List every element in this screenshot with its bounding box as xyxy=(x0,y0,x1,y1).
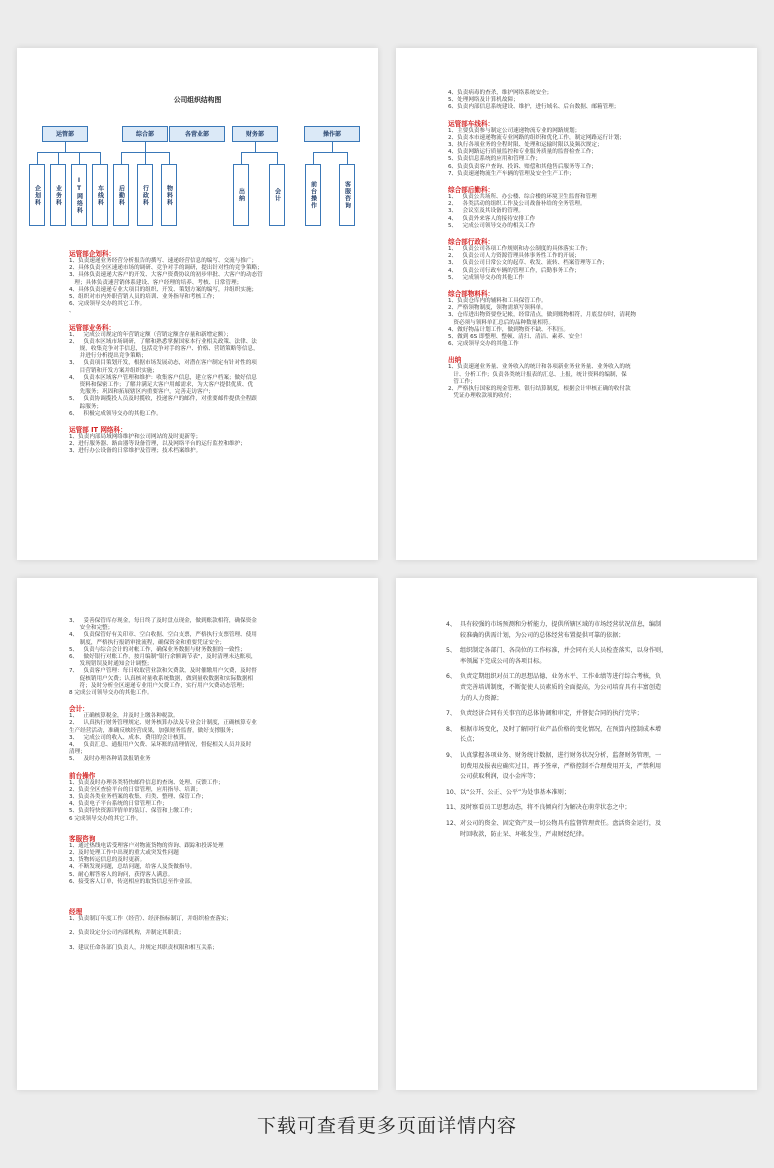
text-line: 理；具体负责速营销体系建设、客户经理的培养、考核、日常管理； xyxy=(69,279,243,286)
text-line: 2、负责设定分公司内部机构，并制定其职责； xyxy=(69,930,185,937)
text-line: 清理； xyxy=(69,749,86,756)
text-line: 5、 及时办理各种请款报销业务 xyxy=(69,756,151,763)
section xyxy=(69,324,356,418)
section-heading: 运管部业务科： xyxy=(69,323,116,332)
org-unit-box xyxy=(92,164,108,226)
list-item-number xyxy=(446,762,460,773)
org-unit-box xyxy=(137,164,153,226)
list-item-number xyxy=(446,694,460,705)
text-line: 6、负责负责客户查询、投诉、赔偿和其他售后服务等工作； xyxy=(448,163,597,170)
text-line: 3、建议任命各部门负责人，并规定其职责权限和相互关系； xyxy=(69,944,218,951)
list-item-number: 7、 xyxy=(446,710,456,718)
text-line: 2、 负责本区域市场调研，了解和熟悉掌握国家本行业相关政策、法律、法 xyxy=(69,338,257,345)
text-line: 4、负责病毒的查杀，维护网络系统安全； xyxy=(448,90,553,96)
text-line: 2、负责本市速递物流专业网路的组织和优化工作，制定网路运行计划； xyxy=(448,134,625,141)
org-unit-box xyxy=(50,164,66,226)
section-heading: 会计： xyxy=(69,705,89,714)
list-item-number xyxy=(446,631,460,642)
text-line: 6、 做好银行对账工作，按月编制"银行余额调节表"，及时清理未达账项， xyxy=(69,654,257,661)
text-line: 5、处理网络及计算机故障； xyxy=(448,97,519,104)
section-heading: 综合部后勤科： xyxy=(448,186,495,195)
list-item-number: 8、 xyxy=(446,725,456,733)
text-line: 4、负责网路运行质量监控和专业服务质量的监督检查工作； xyxy=(448,149,597,156)
text-line: 2、进行服务器、路由器等设备管理，以及网络平台的运行监控和维护； xyxy=(69,441,246,448)
list-item-text: 公司获取利润，设小金库等； xyxy=(460,773,540,781)
org-connector xyxy=(145,142,146,152)
text-line: 6、完成领导交办的其他工作 xyxy=(448,341,519,348)
text-line: 3、 会议室及其设备的管理。 xyxy=(448,208,525,215)
list-item xyxy=(446,672,731,683)
list-item-text: 责完善培训制度，不断促使人员素质的全面提高，为公司培育具有丰富创造 xyxy=(460,683,662,691)
text-line: 制度，严格执行报销审批流程，确保资金和重要凭证安全； xyxy=(69,639,226,646)
text-line: 6、完成领导交办的其它工作。 xyxy=(69,301,146,308)
section xyxy=(448,90,735,112)
list-item-number xyxy=(446,735,460,746)
org-connector xyxy=(121,152,122,164)
text-line: 1、负责速递业务经营分析报告的撰写、速递经营信息的编写、交流与推广； xyxy=(69,258,258,264)
text-line: 6、 积极完成领导交办的其他工作。 xyxy=(69,410,162,417)
text-line: 1、通过热线电话受理客户对物流货物的咨询、跟踪和投诉处理 xyxy=(69,842,224,849)
text-line: 2、严格执行国家的现金管理、银行结算制度，根据会计审核正确的收付款 xyxy=(448,386,631,393)
org-unit-box xyxy=(161,164,177,226)
text-line: 安全和完整； xyxy=(69,625,114,632)
list-item-number: 12、 xyxy=(446,819,460,827)
list-item xyxy=(446,803,731,814)
org-connector xyxy=(145,152,146,164)
page4-content xyxy=(446,620,731,840)
text-line: 7、负责速递物流生产车辆的管理及安全生产工作； xyxy=(448,170,575,177)
org-department-box: 各营业部 xyxy=(169,126,225,142)
text-line: 并进行分析提出竞争策略； xyxy=(69,353,147,360)
section-heading: 出纳 xyxy=(448,356,462,365)
text-line: 1、负责速递业务量、业务收入的统计和各项新业务业务量、业务收入的统 xyxy=(448,364,631,371)
org-connector xyxy=(241,152,242,164)
list-item-text: 时回收款，防止呆、坏帐发生，严肃财经纪律。 xyxy=(460,830,588,838)
list-item-number: 11、 xyxy=(446,804,460,812)
list-item-text: 以“公开、公正、公平”为处事基本准则； xyxy=(460,788,570,796)
list-item-text: 切费用及报表应确实过目，再予签章，严格控制不合理费用开支，严禁利用 xyxy=(460,762,662,770)
text-line: 4、做好物品计划工作，做到物资不缺、不积压。 xyxy=(448,326,570,333)
org-unit-label: 后勤科 xyxy=(117,184,125,206)
section xyxy=(448,356,735,400)
text-line: 踪服务； xyxy=(69,403,103,410)
section xyxy=(69,618,356,697)
text-line: 1、 完成公司规定的年营销定额（营销定额含存量和新增定额）； xyxy=(69,331,232,338)
org-unit-label: 车线科 xyxy=(96,184,104,206)
section-heading: 运管部 IT 网络科： xyxy=(69,426,127,435)
list-item xyxy=(446,646,731,657)
org-connector xyxy=(37,152,38,164)
list-item-text: 认真掌握各项业务、财务统计数据，进行财务状况分析，监督财务管理，一 xyxy=(460,751,662,759)
text-line: 发现错误及时通知会计调整； xyxy=(69,661,153,668)
org-connector xyxy=(79,152,80,164)
text-line: 2、具体负责全区速递市场的调研、竞争对手的调研，提出针对性的竞争策略； xyxy=(69,265,263,272)
list-item xyxy=(446,819,731,830)
text-line: 3、 负责公司日常公文的起草、收发、流转、档案管理等工作； xyxy=(448,260,608,267)
list-item-text: 对公司的资金、固定资产及一切公物具有监督管理责任。盘活资金运行，及 xyxy=(460,819,662,827)
text-line: 2、及时处理工作中出现的重大或突发性问题 xyxy=(69,850,179,857)
org-chart-title: 公司组织结构图 xyxy=(173,96,222,104)
section-heading: 综合部行政科： xyxy=(448,238,495,247)
org-unit-label: 客服咨询 xyxy=(343,181,351,209)
text-line: 4、 负责外来客人的接待安排工作 xyxy=(448,215,536,222)
document-page-3 xyxy=(17,578,378,1090)
list-item-text: 根据市场变化，及时了解同行业产品价格的变化情况，在预算内控制成本增 xyxy=(460,725,662,733)
text-line: 5、 完成领导交办的其他工作 xyxy=(448,274,525,281)
text-line: 3、 负责项目策划开发，根据市场发展动态，对潜在客户制定有针对性的项 xyxy=(69,360,257,367)
list-item xyxy=(446,657,731,668)
section xyxy=(69,426,356,456)
text-line: 6、负责内部信息系统建设、维护，进行域名、后台数据、邮箱管理； xyxy=(448,104,620,111)
org-connector xyxy=(37,152,101,153)
list-item xyxy=(446,788,731,799)
list-item xyxy=(446,725,731,736)
list-item xyxy=(446,762,731,773)
text-line: 4、 负责本区域客户管理和维护：收集客户信息，建立客户档案；做好信息 xyxy=(69,374,257,381)
text-line: 5、 负责与综合会计的对帐工作，确保业务数据与财务数据的一致性； xyxy=(69,646,246,653)
org-connector xyxy=(65,142,66,152)
org-unit-label: IT网络科 xyxy=(75,176,83,214)
section xyxy=(448,120,735,178)
section xyxy=(69,835,356,886)
text-line: 资必须与领料单汇总后的品种数量相符。 xyxy=(448,319,555,326)
text-line: 5、负责信息系统的应用和管理工作； xyxy=(448,156,542,163)
org-connector xyxy=(277,152,278,164)
text-line: 5、组织对市内外职营销人员的培训、业务指导和考核工作； xyxy=(69,294,218,301)
list-item-number: 5、 xyxy=(446,647,456,655)
org-unit-label: 前台操作 xyxy=(309,181,317,209)
org-unit-label: 出纳 xyxy=(237,188,245,202)
text-line: 1、负责制订年度工作（经营）、经济指标制订，并组织检查落实； xyxy=(69,916,232,923)
text-line: 4、具体负责速递专业大项目的组织、开发、策划方案的编写，并组织实施； xyxy=(69,286,258,293)
list-item xyxy=(446,830,731,841)
section xyxy=(448,290,735,348)
org-connector xyxy=(100,152,101,164)
text-line: 3、负责各类业务档案的收集、归类、整理、保管工作； xyxy=(69,794,207,801)
page3-content xyxy=(69,618,356,952)
document-page-4 xyxy=(396,578,757,1090)
list-item-text: 具有较强的市场预测和分析能力，提供所辖区域的市场经营状况信息，编制 xyxy=(460,621,662,628)
page2-content xyxy=(448,90,735,401)
list-item-number: 10、 xyxy=(446,788,460,796)
text-line: 6、接受客人订单，传送相应的取货信息至作业部。 xyxy=(69,878,196,885)
org-unit-box xyxy=(305,164,321,226)
text-line: 1、主要负责参与制定公司速递物流专业的网路规划； xyxy=(448,127,581,134)
section-heading: 运管部车线科： xyxy=(448,119,495,128)
document-page-1 xyxy=(17,48,378,560)
org-unit-box xyxy=(233,164,249,226)
org-unit-label: 物料科 xyxy=(165,184,173,206)
text-line: 5、 负责协调揽投人员及时揽收，投递客户的邮件，对重要邮件提供全程跟 xyxy=(69,396,257,403)
org-connector xyxy=(313,152,348,153)
list-item-number: 4、 xyxy=(446,621,456,628)
text-line: 生产经营活动，准确反映经营成果，加强财务监督，做好支撑服务； xyxy=(69,727,237,734)
org-unit-label: 业务科 xyxy=(54,184,62,206)
text-line: 凭证办理收款项的收付； xyxy=(448,393,515,400)
list-item-text: 负责定期组织对员工的思想品德、业务水平、工作业绩等进行综合考核，负 xyxy=(460,673,662,681)
list-item-number: 9、 xyxy=(446,751,456,759)
org-unit-box xyxy=(269,164,285,226)
text-line: 7、 负责客户管理：每日收取营业款和欠费款，及时催缴用户欠费，及时督 xyxy=(69,668,257,675)
list-item xyxy=(446,709,731,720)
list-item xyxy=(446,751,731,762)
list-item xyxy=(446,772,731,783)
text-line: 3、进行办公设备的日常维护及管理；技术档案维护。 xyxy=(69,448,202,455)
section-heading: 前台操作 xyxy=(69,771,96,780)
org-unit-box xyxy=(71,164,87,226)
org-unit-box xyxy=(339,164,355,226)
download-more-footer[interactable]: 下载可查看更多页面详情内容 xyxy=(256,1115,517,1137)
org-connector xyxy=(313,152,314,164)
list-item-number xyxy=(446,830,460,841)
text-line: 1、负责及时办理各类特快邮件信息的查询、处理、反馈工作； xyxy=(69,779,224,786)
list-item-text: 长点； xyxy=(460,736,479,744)
text-line: 符；及时分析全区速递专业用户欠费工作，实行用户欠费动态管理； xyxy=(69,682,248,689)
section xyxy=(448,186,735,230)
text-line: 4、 负责保管好有关印章、空白收据、空白支票，严格执行支票管理、使用 xyxy=(69,632,257,639)
text-line: 1、负责仓库内的辅料和工具保管工作。 xyxy=(448,298,547,305)
text-line: 1、负责内部局域网络维护和公司网站的及时更新等； xyxy=(69,434,202,441)
list-item-number xyxy=(446,657,460,668)
text-line: 5、 完成公司领导交办的相关工作 xyxy=(448,222,536,229)
section-heading: 客服咨询 xyxy=(69,834,96,843)
text-line: 2、 认真执行财务管理规定、财务核算办法及专业会计制度，正确核算专业 xyxy=(69,720,257,727)
text-line: 3、货物转运信息的及时更新。 xyxy=(69,857,146,864)
text-line: 5、负责特快资源详情单的装订、保管和上缴工作； xyxy=(69,808,196,815)
text-line: 8 完成公司领导交办的其他工作。 xyxy=(69,690,153,697)
text-line: 3、执行各项业务的全程时限、处理和运输时限以及频次规定； xyxy=(448,142,603,149)
list-item-number xyxy=(446,683,460,694)
org-unit-label: 行政科 xyxy=(141,184,149,206)
list-item-number: 6、 xyxy=(446,673,456,681)
section-heading: 运管部企划科： xyxy=(69,250,116,258)
text-line: 3、仓库进出物资要登记帐，经常清点，做到账物相符，月底盘存时，清耗物 xyxy=(448,312,637,319)
org-department-box: 运管部 xyxy=(42,126,88,142)
text-line: 促核销用户欠费；认真核对量收系统数据，做到量收数据和实际数据相 xyxy=(69,675,254,682)
text-line: 1、 负责公司各项工作规则和办公制度的具体落实工作； xyxy=(448,246,592,253)
text-line: 规，收集竞争对手信息，包括竞争对手的客户、价格、营销策略等信息， xyxy=(69,346,259,353)
text-line: 4、不断发现问题，总结问题，给客人及货做指导。 xyxy=(69,864,196,871)
org-unit-label: 会计 xyxy=(273,188,281,202)
list-item xyxy=(446,735,731,746)
org-connector xyxy=(347,152,348,164)
org-connector xyxy=(255,142,256,152)
section-heading: 经理 xyxy=(69,908,83,917)
text-line: 5、做到 6S 即整理、整顿、清扫、清洁、素养、安全！ xyxy=(448,334,586,341)
list-item-text: 负责经济合同有关事宜的总体协调和审定，并督促合同的执行完毕； xyxy=(460,710,643,718)
text-line: 先服务；巩固和拓展辖区内重要客户，完善走访客户； xyxy=(69,389,214,396)
list-item-text: 组织制定各部门、各岗位的工作标准，并会同有关人员检查落实，以身作则， xyxy=(460,647,668,655)
list-item xyxy=(446,620,731,631)
text-line: 2、负责全区查验平台的日常管理，应用指导、培训； xyxy=(69,786,202,793)
org-connector xyxy=(332,142,333,152)
org-department-box: 财务部 xyxy=(232,126,278,142)
text-line: 目营销和开发方案并组织实施； xyxy=(69,367,158,374)
text-line: 1、 负责公共场所、办公楼、综合楼的环境卫生监督和管理 xyxy=(448,194,597,201)
text-line: 计、分析工作；负责各类统计报表的汇总、上报，统计资料的编制，保 xyxy=(448,371,627,378)
text-line: 3、 完成公司的收入、成本、费用的会计核算。 xyxy=(69,734,190,741)
org-connector xyxy=(58,152,59,164)
document-page-2 xyxy=(396,48,757,560)
org-unit-label: 企划科 xyxy=(33,184,41,206)
list-item-number xyxy=(446,772,460,783)
text-line: 6 完成领导交办的其它工作。 xyxy=(69,815,142,822)
text-line: 4、 负责汇总、通报用户欠费、呆坏账的清理情况，督促相关人员并及时 xyxy=(69,742,252,749)
text-line: 资料和保密工作；了解并满足大客户用邮需求，为大客户提供优质、优 xyxy=(69,382,254,389)
section xyxy=(69,908,356,952)
section xyxy=(448,238,735,282)
text-line: 2、 负责公司人力资源管理具体事务性工作的开展； xyxy=(448,253,580,260)
section xyxy=(69,772,356,823)
text-line: 2、严格领物制度，领物需填写领料单。 xyxy=(448,305,547,312)
text-line: 管工作； xyxy=(448,378,476,385)
text-line: 4、负责电子平台系统的日常管理工作； xyxy=(69,801,168,808)
text-line: 5、耐心解答客人的询问，获得客人满意。 xyxy=(69,871,174,878)
org-unit-box xyxy=(113,164,129,226)
text-line: 3、具体负责速递大客户的开发、大客户资费协议的初步审批、大客户的动态管 xyxy=(69,272,263,279)
text-line: 3、 妥善保管库存现金，每日终了及时盘点现金，做到账款相符，确保资金 xyxy=(69,618,257,624)
list-item-text: 较准确的供需计划，为公司的总体经营布置提供可靠的依据； xyxy=(460,631,625,639)
list-item-text: 率领属下完成公司的各项目标。 xyxy=(460,657,546,665)
page1-content xyxy=(69,244,356,456)
text-line xyxy=(69,938,356,945)
org-department-box: 综合部 xyxy=(122,126,168,142)
org-unit-box xyxy=(29,164,45,226)
text-line: 1、 正确核算税金，并及时上缴各种税款。 xyxy=(69,713,179,720)
section-heading: 综合部物料科： xyxy=(448,290,495,299)
org-connector xyxy=(169,152,170,164)
text-line: 2、 各类活动的组织工作及公司战备补给的全务管理。 xyxy=(448,201,586,208)
text-line: 4、 负责公司行政车辆的管理工作，后勤事务工作； xyxy=(448,267,580,274)
list-item-text: 及时察看员工思想动态，将不良倾向行为解决在萌芽状态之中； xyxy=(460,804,631,812)
org-connector xyxy=(241,152,278,153)
section xyxy=(69,250,356,316)
list-item xyxy=(446,694,731,705)
section xyxy=(69,705,356,763)
text-line: 、 xyxy=(69,308,75,315)
list-item xyxy=(446,683,731,694)
list-item-text: 力的人力资源； xyxy=(460,694,503,702)
org-department-box: 操作部 xyxy=(304,126,360,142)
list-item xyxy=(446,631,731,642)
